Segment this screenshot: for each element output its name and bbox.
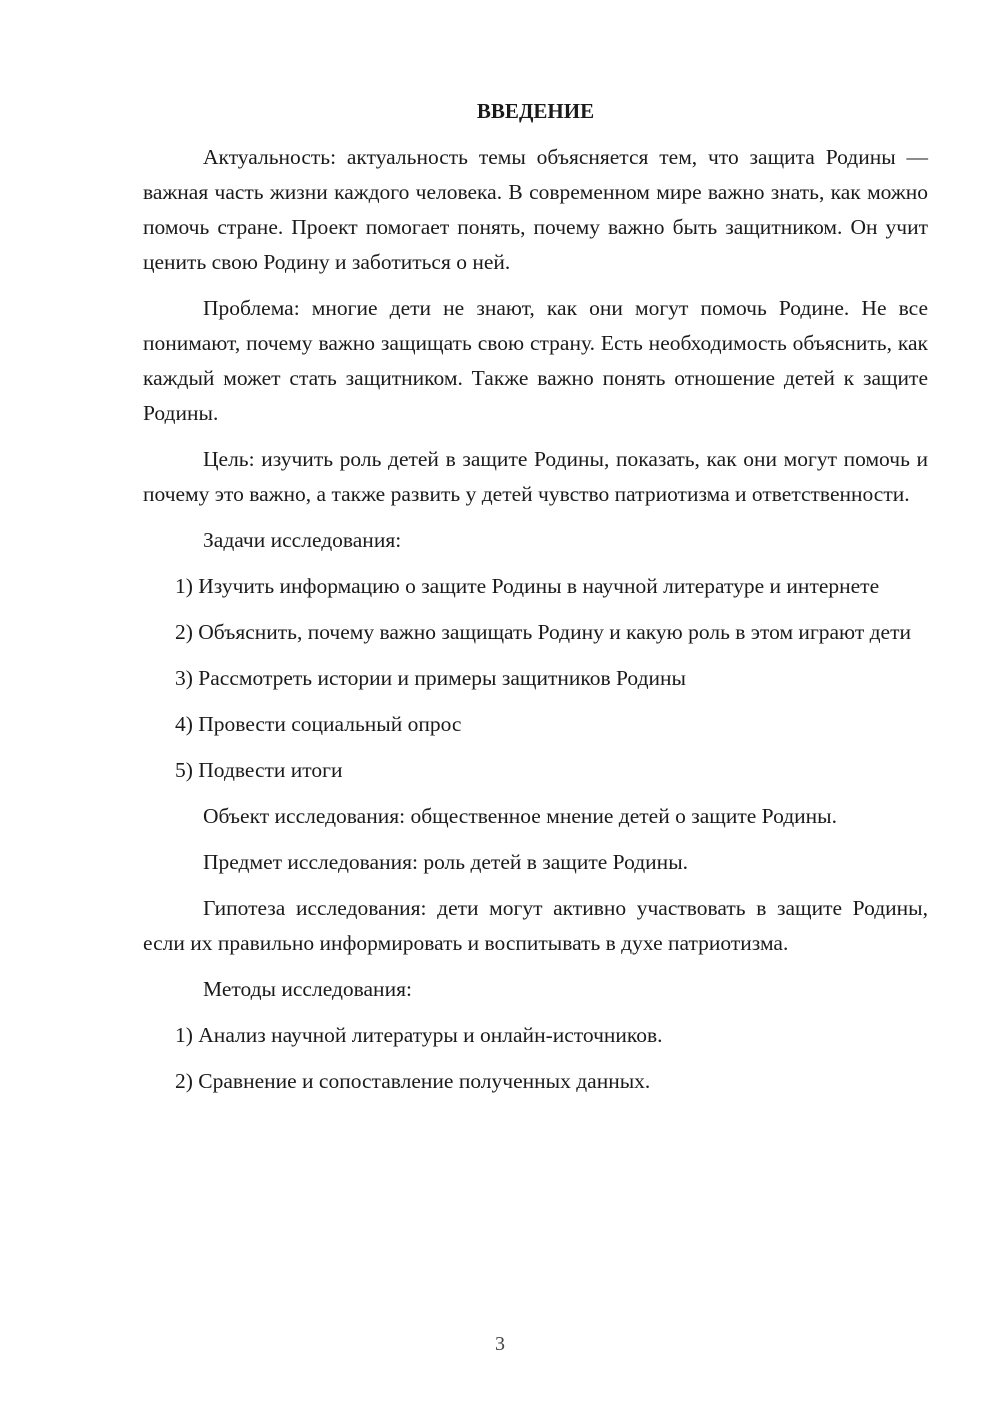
task-item: 3) Рассмотреть истории и примеры защитников Родины: [175, 666, 686, 690]
object-paragraph: Объект исследования: общественное мнение детей о защите Родины.: [203, 804, 837, 828]
tasks-heading: Задачи исследования:: [203, 528, 402, 552]
task-item: 2) Объяснить, почему важно защищать Родину и какую роль в этом играют дети: [175, 620, 911, 644]
hypothesis-paragraph: Гипотеза исследования: дети могут активно участвовать в защите Родины, если их правильно информировать и воспитывать в духе патриотизма.: [143, 896, 928, 955]
problem-paragraph: Проблема: многие дети не знают, как они могут помочь Родине. Не все понимают, почему важно защищать свою страну. Есть необходимость объяснить, как каждый может стать защитником. Также важно понять отношение детей к защите Родины.: [143, 296, 928, 425]
page-number: 3: [495, 1333, 505, 1355]
methods-heading: Методы исследования:: [203, 977, 412, 1001]
task-item: 5) Подвести итоги: [175, 758, 343, 782]
task-item: 4) Провести социальный опрос: [175, 712, 462, 736]
relevance-paragraph: Актуальность: актуальность темы объясняется тем, что защита Родины — важная часть жизни каждого человека. В современном мире важно знать, как можно помочь стране. Проект помогает понять, почему важно быть защитником. Он учит ценить свою Родину и заботиться о ней.: [143, 145, 928, 274]
method-item: 2) Сравнение и сопоставление полученных данных.: [175, 1069, 651, 1093]
document-page: [143, 96, 928, 1110]
method-item: 1) Анализ научной литературы и онлайн-источников.: [175, 1023, 663, 1047]
goal-paragraph: Цель: изучить роль детей в защите Родины, показать, как они могут помочь и почему это важно, а также развить у детей чувство патриотизма и ответственности.: [143, 447, 928, 506]
section-title: ВВЕДЕНИЕ: [476, 99, 595, 123]
subject-paragraph: Предмет исследования: роль детей в защите Родины.: [203, 850, 689, 874]
task-item: 1) Изучить информацию о защите Родины в научной литературе и интернете: [175, 574, 880, 598]
